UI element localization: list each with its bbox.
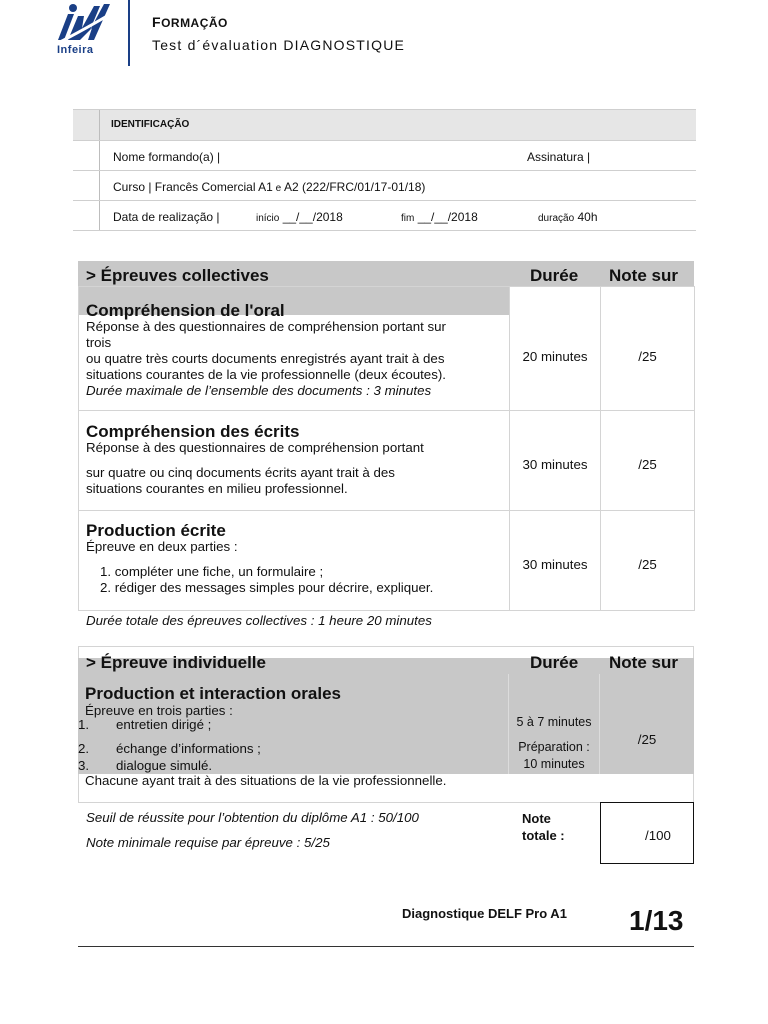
col-note: Note sur: [609, 653, 678, 672]
footer-title: Diagnostique DELF Pro A1: [402, 906, 567, 921]
curso-text: Curso | Francês Comercial A1: [113, 180, 273, 194]
list-text: échange d’informations ;: [116, 741, 261, 756]
item-production-description-cell: [78, 510, 510, 611]
assinatura-field[interactable]: Assinatura |: [527, 150, 591, 164]
col-duree: Durée: [530, 266, 579, 285]
item-title: Compréhension des écrits: [86, 422, 300, 441]
logo-text: Infeira: [57, 44, 94, 56]
collectives-header: [78, 261, 694, 286]
header-title-rest: ORMAÇÃO: [161, 16, 228, 30]
curso-text-end: A2 (222/FRC/01/17-01/18): [283, 180, 426, 194]
list-number: 3.: [78, 758, 90, 773]
individuelle-title: Production et interaction orales: [85, 684, 341, 703]
nome-row: [73, 141, 696, 171]
row-separator: [99, 201, 100, 230]
individuelle-table: [78, 646, 694, 804]
individuelle-closing: Chacune ayant trait à des situations de la vie professionnelle.: [85, 773, 447, 788]
note-totale-box[interactable]: [600, 802, 694, 864]
header-subtitle: Test d´évaluation DIAGNOSTIQUE: [152, 37, 406, 53]
item-description: [86, 440, 511, 497]
note-minimale-text: Note minimale requise par épreuve : 5/25: [86, 835, 330, 850]
item-duree-cell: [509, 510, 601, 611]
identification-table: [73, 109, 696, 231]
page-number: 1/13: [629, 905, 684, 936]
duracao-field: [538, 210, 598, 224]
inicio-field[interactable]: [256, 210, 343, 224]
list-number: 1.: [78, 717, 90, 732]
description-line: situations courantes de la vie professionnelle (deux écoutes).: [86, 367, 446, 382]
curso-e: e: [272, 183, 284, 194]
individuelle-note: /25: [637, 732, 657, 747]
description-line: sur quatre ou cinq documents écrits ayant trait à des: [86, 465, 395, 480]
description-intro: Épreuve en deux parties :: [86, 539, 238, 554]
item-note: /25: [638, 557, 657, 572]
duracao-label: duração: [538, 213, 575, 224]
item-note-cell: [600, 286, 695, 411]
description-line: ou quatre très courts documents enregistrés ayant trait à des: [86, 351, 445, 366]
seuil-text: Seuil de réussite pour l’obtention du diplôme A1 : 50/100: [86, 810, 419, 825]
item-note-cell: [600, 510, 695, 611]
list-number: 2.: [78, 741, 90, 756]
list-text: dialogue simulé.: [116, 758, 213, 773]
note-totale-line: Note: [522, 811, 551, 826]
fim-value[interactable]: __/__/2018: [417, 210, 478, 224]
row-separator: [99, 141, 100, 170]
header-title-initial: F: [152, 14, 162, 30]
item-duree-cell: [509, 410, 601, 511]
collectives-total: Durée totale des épreuves collectives : 1 heure 20 minutes: [86, 613, 432, 628]
inicio-value[interactable]: __/__/2018: [282, 210, 343, 224]
col-duree: Durée: [530, 653, 579, 672]
row-separator: [99, 171, 100, 200]
col-note: Note sur: [609, 266, 678, 285]
item-description: [86, 539, 511, 596]
item-duree: 30 minutes: [522, 457, 588, 472]
description-line: situations courantes en milieu professionnel.: [86, 481, 348, 496]
list-item: [78, 741, 498, 758]
description-italic: Durée maximale de l’ensemble des documents : 3 minutes: [86, 383, 432, 398]
item-title: Compréhension de l'oral: [86, 301, 285, 320]
nome-field[interactable]: Nome formando(a) |: [113, 150, 221, 164]
duree-line: 10 minutes: [523, 757, 585, 771]
inicio-label: início: [256, 213, 280, 224]
item-ecrits-description-cell: [78, 410, 510, 511]
note-totale-value: /100: [645, 828, 671, 843]
collectives-table: [78, 261, 694, 611]
note-totale-label: [522, 810, 565, 844]
item-duree-cell: [509, 286, 601, 411]
individuelle-heading: > Épreuve individuelle: [86, 653, 266, 672]
data-label: Data de realização |: [113, 210, 220, 224]
item-note-cell: [600, 410, 695, 511]
identification-heading: IDENTIFICAÇÃO: [111, 119, 190, 130]
curso-row: [73, 171, 696, 201]
duree-line: 5 à 7 minutes: [516, 715, 592, 729]
list-text: entretien dirigé ;: [116, 717, 212, 732]
infeira-logo-icon: [54, 0, 126, 48]
individuelle-list: [78, 717, 498, 775]
collectives-heading: > Épreuves collectives: [86, 266, 269, 285]
fim-field[interactable]: [401, 210, 478, 224]
header-title: [152, 14, 228, 30]
item-note: /25: [638, 349, 657, 364]
individuelle-intro: Épreuve en trois parties :: [85, 703, 233, 718]
description-line: trois: [86, 335, 112, 350]
list-item: [78, 717, 498, 741]
item-title: Production écrite: [86, 521, 226, 540]
identification-heading-row: [73, 109, 696, 141]
data-row: [73, 201, 696, 231]
item-description: [86, 319, 511, 399]
item-oral-description-cell: [78, 286, 510, 411]
duree-line: Préparation :: [518, 740, 590, 754]
fim-label: fim: [401, 213, 415, 224]
item-note: /25: [638, 457, 657, 472]
list-item: 1. compléter une fiche, un formulaire ;: [100, 564, 324, 579]
list-item: 2. rédiger des messages simples pour décrire, expliquer.: [100, 580, 434, 595]
duracao-value: 40h: [577, 210, 598, 224]
item-duree: 30 minutes: [522, 557, 588, 572]
footer-rule: [78, 946, 694, 947]
row-separator: [99, 110, 100, 140]
curso-field: [113, 180, 425, 194]
item-duree: 20 minutes: [522, 349, 588, 364]
note-totale-line: totale :: [522, 828, 565, 843]
header-divider: [128, 0, 130, 66]
description-line: Réponse à des questionnaires de compréhension portant: [86, 440, 424, 455]
description-line: Réponse à des questionnaires de compréhension portant sur: [86, 319, 446, 334]
